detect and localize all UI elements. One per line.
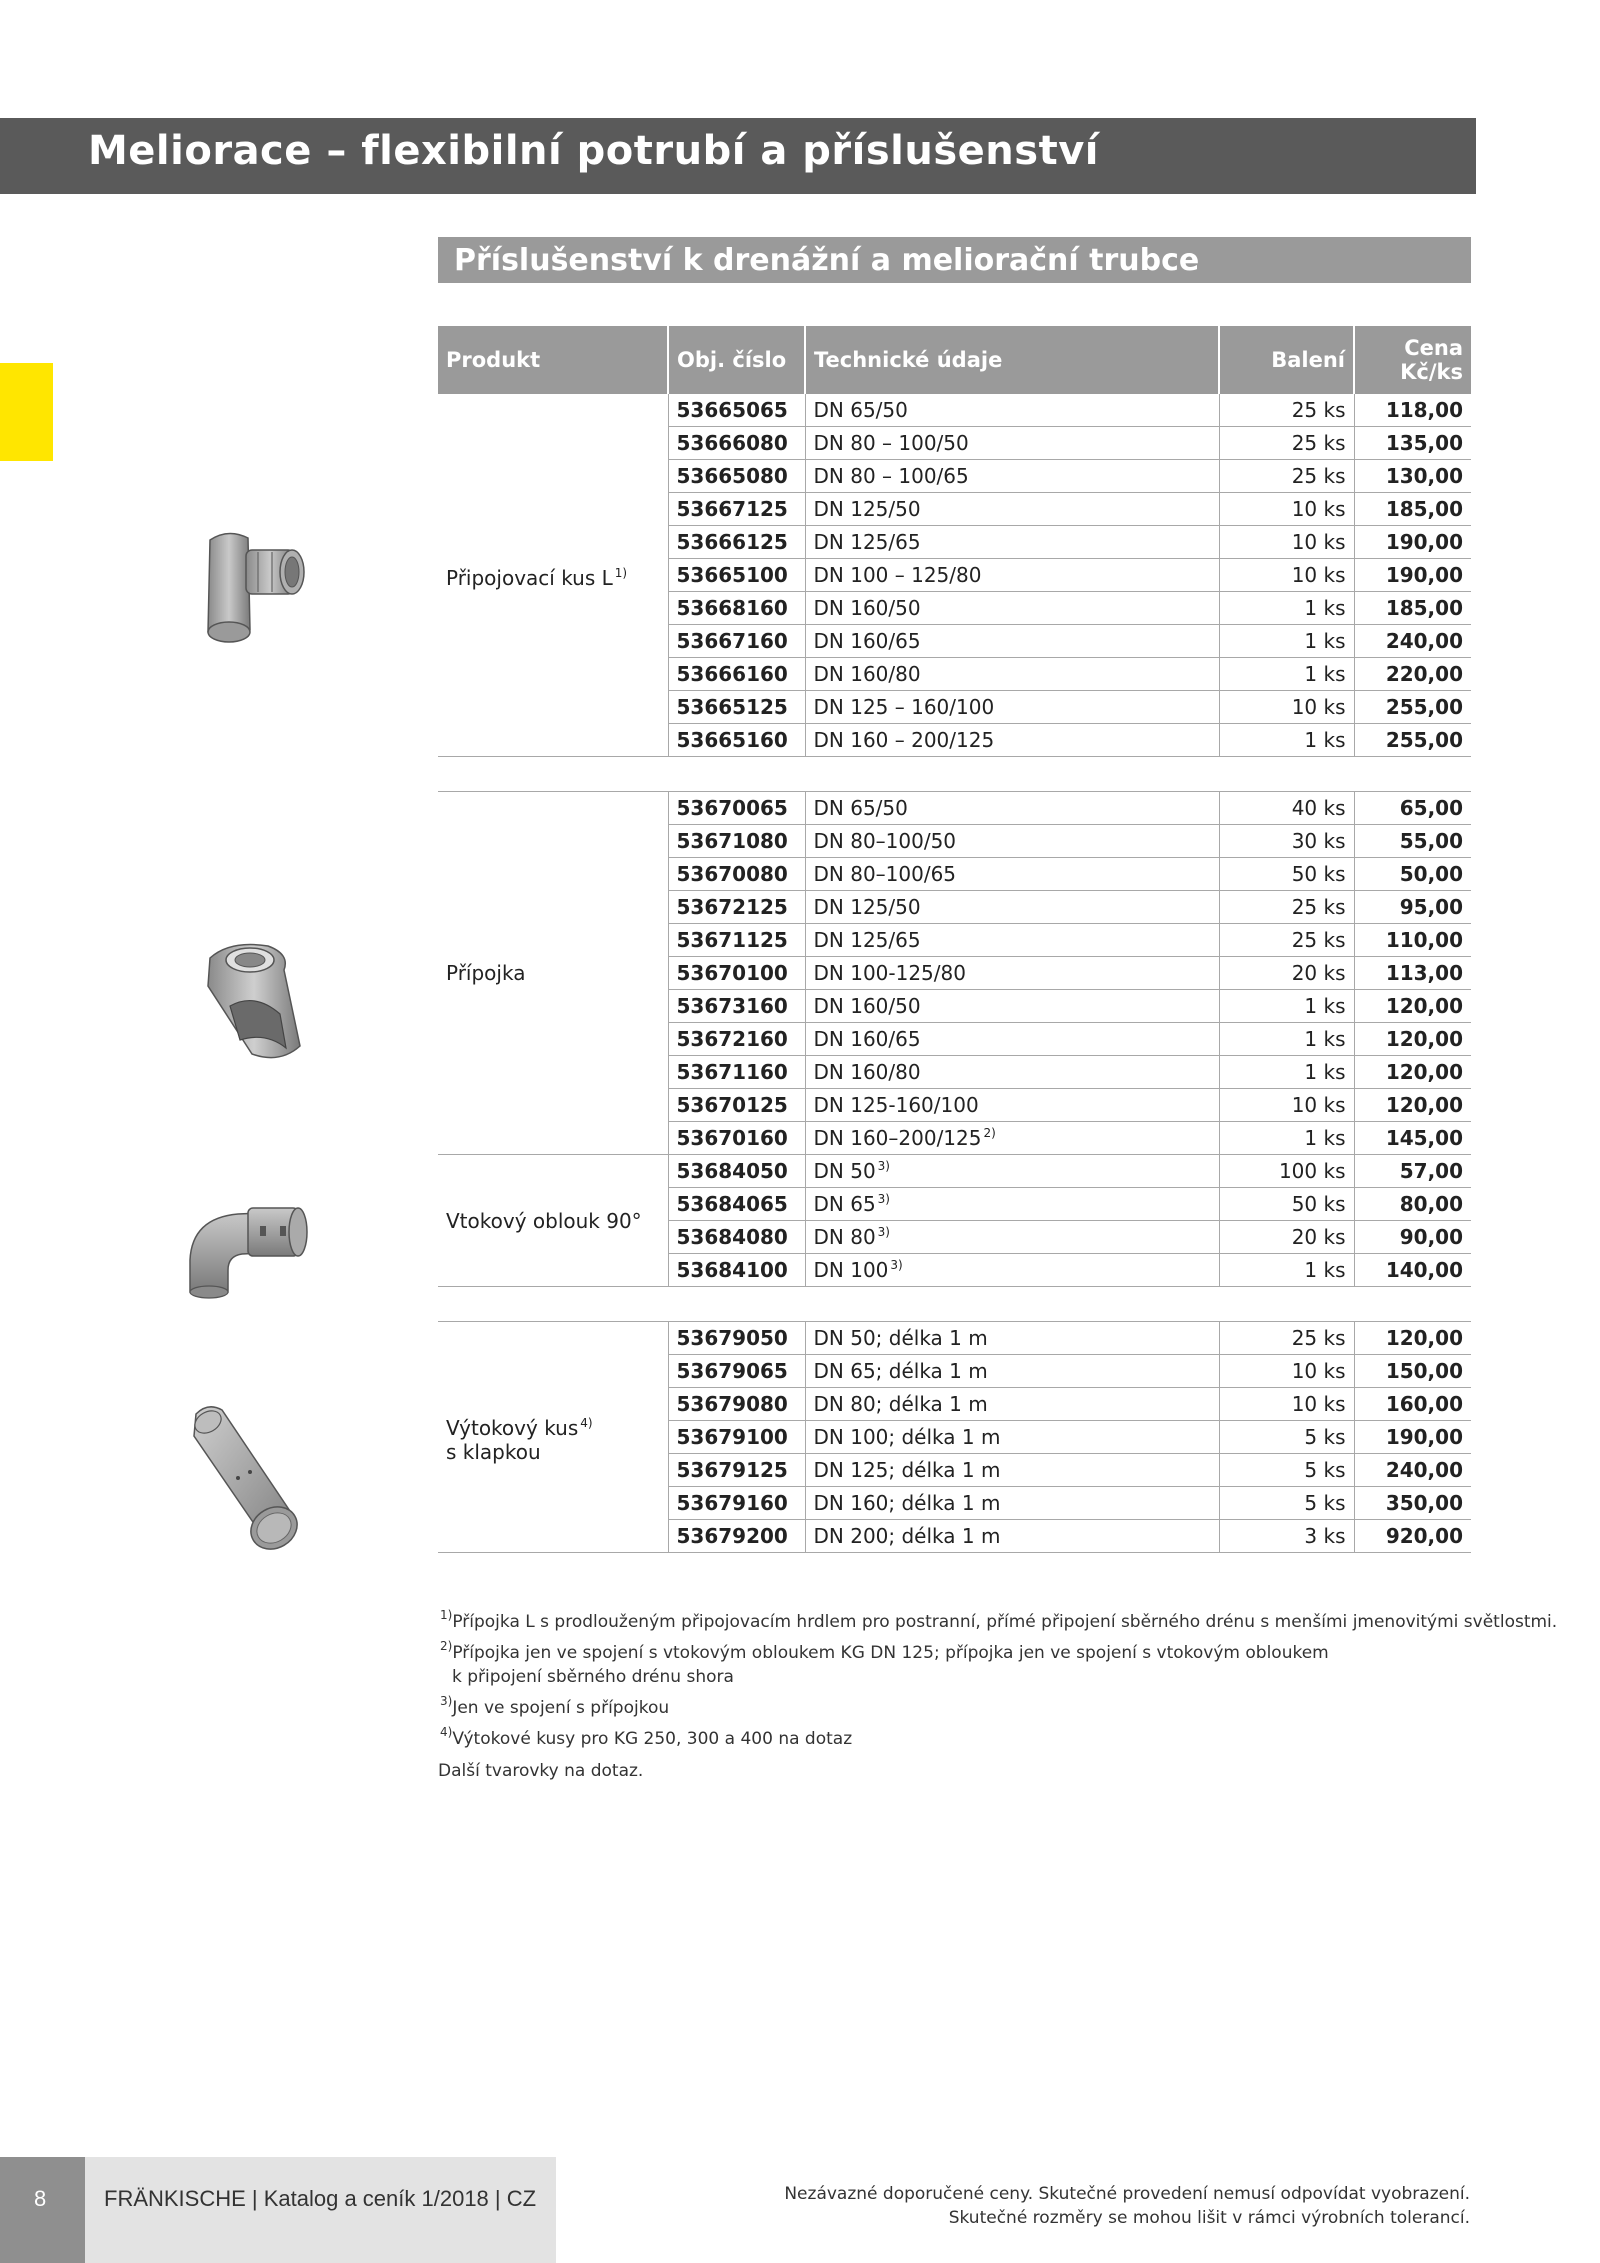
- footnote: [438, 1720, 1488, 1751]
- packaging-cell: 3 ks: [1219, 1520, 1354, 1553]
- disclaimer-line2: Skutečné rozměry se mohou lišit v rámci výrobních tolerancí.: [948, 2208, 1470, 2228]
- header-technical-data: Technické údaje: [805, 326, 1219, 394]
- price-cell: 65,00: [1354, 792, 1471, 825]
- packaging-cell: 20 ks: [1219, 1221, 1354, 1254]
- technical-data-cell: [805, 526, 1219, 559]
- order-number-cell: 53670065: [668, 792, 805, 825]
- packaging-cell: 50 ks: [1219, 858, 1354, 891]
- price-cell: 185,00: [1354, 493, 1471, 526]
- table-row: [438, 394, 1471, 427]
- spacer-cell: [438, 757, 668, 792]
- technical-data-text: DN 80: [813, 1225, 876, 1249]
- order-number-cell: 53679080: [668, 1388, 805, 1421]
- technical-data-cell: [805, 1254, 1219, 1287]
- header-price: [1354, 326, 1471, 394]
- product-footnote-mark: 4): [580, 1415, 593, 1430]
- header-price-line1: Cena: [1404, 336, 1463, 360]
- technical-data-text: DN 160/50: [813, 596, 921, 620]
- technical-data-text: DN 65/50: [813, 796, 908, 820]
- technical-data-text: DN 160 – 200/125: [813, 728, 995, 752]
- technical-data-text: DN 50: [813, 1159, 876, 1183]
- technical-data-text: DN 125 – 160/100: [813, 695, 995, 719]
- order-number-cell: 53668160: [668, 592, 805, 625]
- spacer-cell: [1354, 757, 1471, 792]
- order-number-cell: 53665100: [668, 559, 805, 592]
- technical-data-text: DN 125/65: [813, 530, 921, 554]
- technical-data-text: DN 160–200/125: [813, 1126, 982, 1150]
- order-number-cell: 53684050: [668, 1155, 805, 1188]
- technical-data-text: DN 125; délka 1 m: [813, 1458, 1001, 1482]
- price-cell: 190,00: [1354, 526, 1471, 559]
- packaging-cell: 1 ks: [1219, 990, 1354, 1023]
- technical-data-cell: [805, 427, 1219, 460]
- technical-data-text: DN 100; délka 1 m: [813, 1425, 1001, 1449]
- spacer-cell: [668, 757, 805, 792]
- footnote-mark: 4): [440, 1725, 453, 1739]
- technical-data-cell: [805, 1520, 1219, 1553]
- technical-data-text: DN 100-125/80: [813, 961, 966, 985]
- packaging-cell: 10 ks: [1219, 526, 1354, 559]
- packaging-cell: 5 ks: [1219, 1487, 1354, 1520]
- footnote-text: k připojení sběrného drénu shora: [452, 1667, 734, 1687]
- price-cell: 920,00: [1354, 1520, 1471, 1553]
- technical-data-text: DN 125/50: [813, 895, 921, 919]
- order-number-cell: 53666125: [668, 526, 805, 559]
- price-cell: 90,00: [1354, 1221, 1471, 1254]
- technical-data-text: DN 160; délka 1 m: [813, 1491, 1001, 1515]
- order-number-cell: 53684080: [668, 1221, 805, 1254]
- technical-data-text: DN 160/50: [813, 994, 921, 1018]
- product-cell: [438, 1155, 668, 1287]
- packaging-cell: 25 ks: [1219, 891, 1354, 924]
- packaging-cell: 30 ks: [1219, 825, 1354, 858]
- technical-data-text: DN 200; délka 1 m: [813, 1524, 1001, 1548]
- technical-data-cell: [805, 1454, 1219, 1487]
- footnote: [438, 1603, 1558, 1634]
- footer-brand: FRÄNKISCHE | Katalog a ceník 1/2018 | CZ: [104, 2186, 537, 2211]
- price-cell: 120,00: [1354, 1023, 1471, 1056]
- price-cell: 120,00: [1354, 1089, 1471, 1122]
- order-number-cell: 53667125: [668, 493, 805, 526]
- technical-data-text: DN 160/65: [813, 1027, 921, 1051]
- order-number-cell: 53672160: [668, 1023, 805, 1056]
- packaging-cell: 1 ks: [1219, 592, 1354, 625]
- price-cell: 95,00: [1354, 891, 1471, 924]
- technical-data-cell: [805, 792, 1219, 825]
- spacer-cell: [1219, 1287, 1354, 1322]
- product-cell: [438, 394, 668, 757]
- footnote: [438, 1634, 1488, 1665]
- technical-data-cell: [805, 924, 1219, 957]
- technical-data-cell: [805, 394, 1219, 427]
- packaging-cell: 50 ks: [1219, 1188, 1354, 1221]
- technical-data-text: DN 160/80: [813, 1060, 921, 1084]
- technical-data-cell: [805, 559, 1219, 592]
- technical-data-cell: [805, 1155, 1219, 1188]
- technical-data-cell: [805, 1487, 1219, 1520]
- price-cell: 120,00: [1354, 1056, 1471, 1089]
- outlet-with-flap-illustration: [188, 1400, 304, 1550]
- packaging-cell: 1 ks: [1219, 1023, 1354, 1056]
- packaging-cell: 20 ks: [1219, 957, 1354, 990]
- packaging-cell: 25 ks: [1219, 394, 1354, 427]
- technical-data-cell: [805, 460, 1219, 493]
- technical-footnote-mark: 3): [890, 1258, 903, 1272]
- price-cell: 255,00: [1354, 724, 1471, 757]
- packaging-cell: 10 ks: [1219, 493, 1354, 526]
- technical-data-cell: [805, 658, 1219, 691]
- more-fittings-note: Další tvarovky na dotaz.: [438, 1761, 644, 1781]
- order-number-cell: 53670160: [668, 1122, 805, 1155]
- order-number-cell: 53665065: [668, 394, 805, 427]
- header-product: Produkt: [438, 326, 668, 394]
- packaging-cell: 10 ks: [1219, 1089, 1354, 1122]
- product-cell: [438, 792, 668, 1155]
- header-packaging: Balení: [1219, 326, 1354, 394]
- packaging-cell: 100 ks: [1219, 1155, 1354, 1188]
- price-cell: 145,00: [1354, 1122, 1471, 1155]
- group-spacer-row: [438, 1287, 1471, 1322]
- technical-data-text: DN 125/50: [813, 497, 921, 521]
- product-name: Přípojka: [446, 961, 526, 985]
- footnote-text: Přípojka L s prodlouženým připojovacím hrdlem pro postranní, přímé připojení sběrného drénu s menšími jmenovitými světlostmi.: [452, 1612, 1558, 1632]
- footer-disclaimer: [784, 2182, 1470, 2230]
- packaging-cell: 1 ks: [1219, 1254, 1354, 1287]
- price-cell: 140,00: [1354, 1254, 1471, 1287]
- table-row: [438, 792, 1471, 825]
- price-cell: 160,00: [1354, 1388, 1471, 1421]
- order-number-cell: 53670125: [668, 1089, 805, 1122]
- order-number-cell: 53679125: [668, 1454, 805, 1487]
- packaging-cell: 10 ks: [1219, 691, 1354, 724]
- price-cell: 135,00: [1354, 427, 1471, 460]
- table-header-row: [438, 326, 1471, 394]
- technical-data-text: DN 100 – 125/80: [813, 563, 982, 587]
- product-name-line2: s klapkou: [446, 1439, 541, 1464]
- inlet-bend-90-illustration: [184, 1200, 314, 1300]
- order-number-cell: 53671125: [668, 924, 805, 957]
- packaging-cell: 25 ks: [1219, 460, 1354, 493]
- footnote-text: Jen ve spojení s přípojkou: [452, 1698, 670, 1718]
- technical-data-text: DN 100: [813, 1258, 889, 1282]
- header-price-line2: Kč/ks: [1400, 360, 1463, 384]
- footnotes: [438, 1603, 1558, 1783]
- footnote-text: Výtokové kusy pro KG 250, 300 a 400 na dotaz: [452, 1729, 853, 1749]
- technical-data-cell: [805, 493, 1219, 526]
- price-cell: 120,00: [1354, 990, 1471, 1023]
- order-number-cell: 53670100: [668, 957, 805, 990]
- order-number-cell: 53666160: [668, 658, 805, 691]
- spacer-cell: [668, 1287, 805, 1322]
- technical-data-cell: [805, 1355, 1219, 1388]
- technical-data-cell: [805, 724, 1219, 757]
- product-footnote-mark: 1): [614, 565, 628, 580]
- header-order-number: Obj. číslo: [668, 326, 805, 394]
- technical-data-cell: [805, 1322, 1219, 1355]
- order-number-cell: 53665125: [668, 691, 805, 724]
- packaging-cell: 10 ks: [1219, 1388, 1354, 1421]
- technical-data-text: DN 80; délka 1 m: [813, 1392, 988, 1416]
- price-cell: 185,00: [1354, 592, 1471, 625]
- order-number-cell: 53672125: [668, 891, 805, 924]
- price-cell: 80,00: [1354, 1188, 1471, 1221]
- technical-footnote-mark: 3): [877, 1192, 890, 1206]
- order-number-cell: 53679160: [668, 1487, 805, 1520]
- packaging-cell: 1 ks: [1219, 1122, 1354, 1155]
- yellow-side-tab: [0, 363, 53, 461]
- technical-data-cell: [805, 957, 1219, 990]
- packaging-cell: 25 ks: [1219, 427, 1354, 460]
- price-cell: 350,00: [1354, 1487, 1471, 1520]
- order-number-cell: 53679100: [668, 1421, 805, 1454]
- order-number-cell: 53679065: [668, 1355, 805, 1388]
- technical-data-cell: [805, 1089, 1219, 1122]
- footnote-text: Přípojka jen ve spojení s vtokovým obloukem KG DN 125; přípojka jen ve spojení s vtokovým obloukem: [452, 1643, 1329, 1663]
- technical-data-cell: [805, 1023, 1219, 1056]
- price-cell: 50,00: [1354, 858, 1471, 891]
- page-title: Meliorace – flexibilní potrubí a příslušenství: [88, 128, 1099, 174]
- price-table: [438, 326, 1471, 1553]
- technical-data-cell: [805, 625, 1219, 658]
- technical-data-cell: [805, 1421, 1219, 1454]
- technical-data-cell: [805, 1221, 1219, 1254]
- connector-l-illustration: [188, 520, 318, 650]
- packaging-cell: 1 ks: [1219, 724, 1354, 757]
- order-number-cell: 53671080: [668, 825, 805, 858]
- packaging-cell: 10 ks: [1219, 559, 1354, 592]
- price-cell: 150,00: [1354, 1355, 1471, 1388]
- price-cell: 130,00: [1354, 460, 1471, 493]
- technical-footnote-mark: 3): [877, 1225, 890, 1239]
- technical-data-cell: [805, 1388, 1219, 1421]
- technical-data-text: DN 160/65: [813, 629, 921, 653]
- footnote: [438, 1689, 1488, 1720]
- packaging-cell: 5 ks: [1219, 1421, 1354, 1454]
- price-cell: 190,00: [1354, 559, 1471, 592]
- price-cell: 190,00: [1354, 1421, 1471, 1454]
- order-number-cell: 53684065: [668, 1188, 805, 1221]
- footnote-mark: 3): [440, 1694, 453, 1708]
- technical-data-text: DN 125/65: [813, 928, 921, 952]
- technical-data-cell: [805, 592, 1219, 625]
- price-cell: 120,00: [1354, 1322, 1471, 1355]
- spacer-cell: [805, 1287, 1219, 1322]
- technical-footnote-mark: 2): [983, 1126, 996, 1140]
- footnote: [438, 1665, 1488, 1689]
- packaging-cell: 5 ks: [1219, 1454, 1354, 1487]
- price-cell: 240,00: [1354, 1454, 1471, 1487]
- page-number: 8: [34, 2186, 47, 2211]
- product-name: Připojovací kus L: [446, 565, 613, 590]
- packaging-cell: 1 ks: [1219, 625, 1354, 658]
- price-cell: 110,00: [1354, 924, 1471, 957]
- spacer-cell: [805, 757, 1219, 792]
- technical-data-text: DN 65: [813, 1192, 876, 1216]
- technical-data-cell: [805, 858, 1219, 891]
- table-row: [438, 1322, 1471, 1355]
- order-number-cell: 53679200: [668, 1520, 805, 1553]
- packaging-cell: 1 ks: [1219, 1056, 1354, 1089]
- order-number-cell: 53670080: [668, 858, 805, 891]
- price-cell: 57,00: [1354, 1155, 1471, 1188]
- order-number-cell: 53665080: [668, 460, 805, 493]
- technical-data-text: DN 65/50: [813, 398, 908, 422]
- technical-data-text: DN 160/80: [813, 662, 921, 686]
- packaging-cell: 25 ks: [1219, 924, 1354, 957]
- technical-data-cell: [805, 1122, 1219, 1155]
- spacer-cell: [438, 1287, 668, 1322]
- technical-data-text: DN 80–100/50: [813, 829, 957, 853]
- order-number-cell: 53667160: [668, 625, 805, 658]
- technical-data-cell: [805, 891, 1219, 924]
- packaging-cell: 25 ks: [1219, 1322, 1354, 1355]
- price-cell: 118,00: [1354, 394, 1471, 427]
- technical-footnote-mark: 3): [877, 1159, 890, 1173]
- price-cell: 240,00: [1354, 625, 1471, 658]
- order-number-cell: 53665160: [668, 724, 805, 757]
- technical-data-cell: [805, 990, 1219, 1023]
- technical-data-cell: [805, 825, 1219, 858]
- group-spacer-row: [438, 757, 1471, 792]
- price-cell: 55,00: [1354, 825, 1471, 858]
- order-number-cell: 53666080: [668, 427, 805, 460]
- product-name: Vtokový oblouk 90°: [446, 1208, 642, 1233]
- order-number-cell: 53679050: [668, 1322, 805, 1355]
- order-number-cell: 53673160: [668, 990, 805, 1023]
- price-cell: 113,00: [1354, 957, 1471, 990]
- price-cell: 255,00: [1354, 691, 1471, 724]
- technical-data-text: DN 80–100/65: [813, 862, 957, 886]
- packaging-cell: 40 ks: [1219, 792, 1354, 825]
- technical-data-cell: [805, 1188, 1219, 1221]
- table-row: [438, 1155, 1471, 1188]
- technical-data-cell: [805, 1056, 1219, 1089]
- technical-data-text: DN 80 – 100/65: [813, 464, 969, 488]
- packaging-cell: 1 ks: [1219, 658, 1354, 691]
- packaging-cell: 10 ks: [1219, 1355, 1354, 1388]
- table-body: [438, 394, 1471, 1553]
- order-number-cell: 53671160: [668, 1056, 805, 1089]
- product-name: Výtokový kus: [446, 1415, 579, 1440]
- spacer-cell: [1354, 1287, 1471, 1322]
- technical-data-text: DN 80 – 100/50: [813, 431, 969, 455]
- order-number-cell: 53684100: [668, 1254, 805, 1287]
- disclaimer-line1: Nezávazné doporučené ceny. Skutečné provedení nemusí odpovídat vyobrazení.: [784, 2184, 1470, 2204]
- technical-data-text: DN 125-160/100: [813, 1093, 979, 1117]
- footnote-mark: 1): [440, 1608, 453, 1622]
- technical-data-cell: [805, 691, 1219, 724]
- footnote-mark: 2): [440, 1639, 453, 1653]
- technical-data-text: DN 65; délka 1 m: [813, 1359, 988, 1383]
- saddle-connector-illustration: [200, 936, 310, 1066]
- price-cell: 220,00: [1354, 658, 1471, 691]
- spacer-cell: [1219, 757, 1354, 792]
- technical-data-text: DN 50; délka 1 m: [813, 1326, 988, 1350]
- section-title: Příslušenství k drenážní a meliorační trubce: [454, 243, 1200, 278]
- product-cell: [438, 1322, 668, 1553]
